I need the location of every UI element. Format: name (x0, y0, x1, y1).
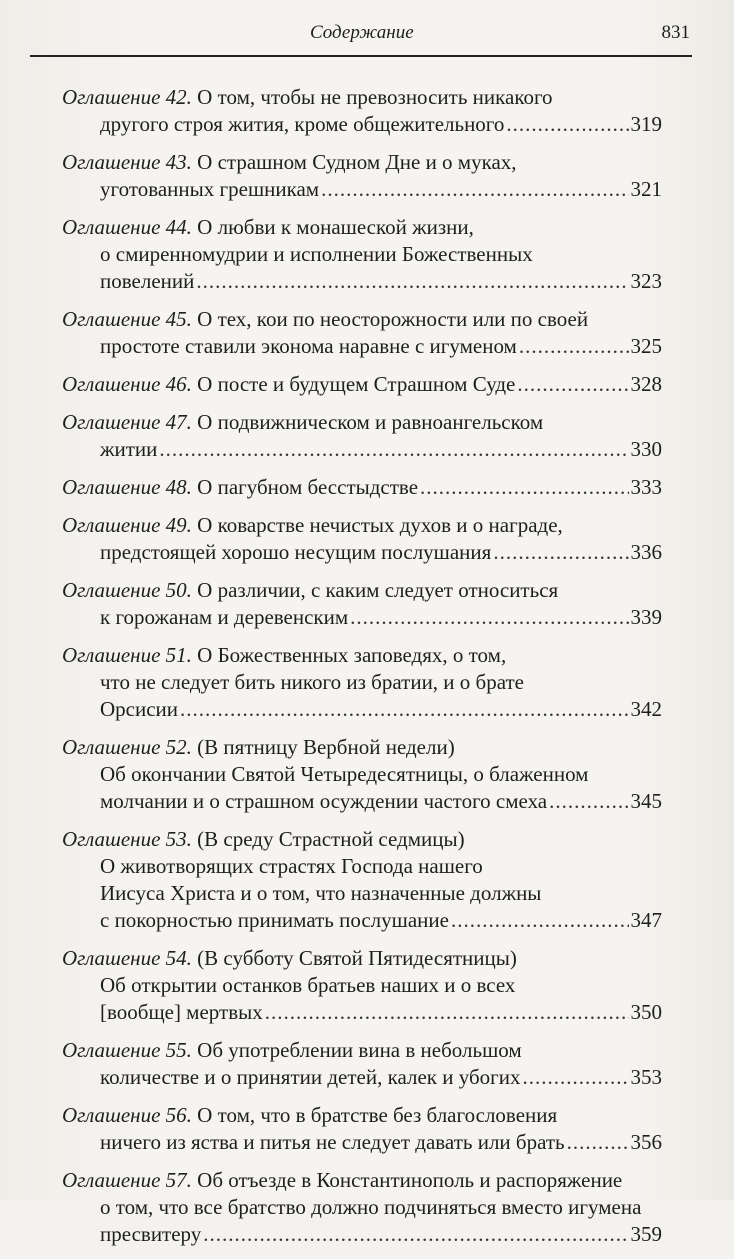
toc-entry-page: 323 (630, 269, 662, 293)
toc-entry (62, 826, 662, 934)
toc-entry-first-line (62, 306, 662, 333)
toc-entry-page: 359 (630, 1222, 662, 1246)
toc-entry (62, 306, 662, 360)
header-page-number: 831 (661, 22, 690, 43)
dot-leader (159, 436, 628, 463)
toc-entry-page: 347 (630, 908, 662, 932)
toc-entry-label: Оглашение 56. (62, 1103, 192, 1127)
toc-entry-page: 328 (630, 372, 662, 396)
toc-entry-title: О том, чтобы не превозносить никакого (197, 85, 553, 109)
toc-entry-leader-line (62, 268, 662, 295)
toc-entry-label: Оглашение 49. (62, 513, 192, 537)
toc-entry-label: Оглашение 52. (62, 735, 192, 759)
toc-entry-leader-line (62, 474, 662, 501)
toc-entry-first-line (62, 945, 662, 972)
toc-entry-page: 350 (630, 1000, 662, 1024)
toc-entry (62, 734, 662, 815)
dot-leader (180, 696, 628, 723)
toc-entry (62, 1167, 662, 1248)
toc-entry-page: 345 (630, 789, 662, 813)
toc-entry-title: (В субботу Святой Пятидесятницы) (197, 946, 517, 970)
toc-entry-page: 319 (630, 112, 662, 136)
toc-entry-last-text: молчании и о страшном осуждении частого смеха (100, 789, 548, 813)
dot-leader (567, 1129, 629, 1156)
toc-entry-last-text: другого строя жития, кроме общежительного (100, 112, 505, 136)
toc-entry-page: 339 (630, 605, 662, 629)
toc-entry-continuation: о смиренномудрии и исполнении Божественных (100, 242, 533, 266)
dot-leader (519, 333, 629, 360)
toc-entry-title: О любви к монашеской жизни, (197, 215, 474, 239)
toc-entry-continuation: о том, что все братство должно подчиняться вместо игумена (100, 1195, 642, 1219)
dot-leader (517, 371, 628, 398)
toc-entry-label: Оглашение 51. (62, 643, 192, 667)
toc-entry-leader-line (62, 1064, 662, 1091)
table-of-contents (62, 84, 662, 1259)
toc-entry-last-text: Орсисии (100, 697, 179, 721)
toc-entry-last-text: количестве и о принятии детей, калек и убогих (100, 1065, 521, 1089)
toc-entry-page: 333 (630, 475, 662, 499)
toc-entry (62, 642, 662, 723)
toc-entry-page: 353 (630, 1065, 662, 1089)
dot-leader (549, 788, 628, 815)
toc-entry-last-text: предстоящей хорошо несущим послушания (100, 540, 492, 564)
toc-entry (62, 371, 662, 398)
dot-leader (420, 474, 628, 501)
toc-entry-last-text: ничего из яства и питья не следует давать или брать (100, 1130, 565, 1154)
toc-entry-continuation: что не следует бить никого из братии, и о брате (100, 670, 524, 694)
toc-entry-leader-line (62, 539, 662, 566)
dot-leader (265, 999, 629, 1026)
toc-entry-leader-line (62, 111, 662, 138)
toc-entry-continuation: О животворящих страстях Господа нашего (100, 854, 483, 878)
toc-entry-leader-line (62, 999, 662, 1026)
dot-leader (321, 176, 628, 203)
toc-entry-last-text: [вообще] мертвых (100, 1000, 263, 1024)
toc-entry-first-line (62, 826, 662, 853)
toc-entry-title: (В пятницу Вербной недели) (197, 735, 455, 759)
dot-leader (523, 1064, 629, 1091)
toc-entry-first-line (62, 1102, 662, 1129)
toc-entry-title: О том, что в братстве без благословения (197, 1103, 558, 1127)
header-rule (30, 55, 692, 57)
toc-entry-page: 342 (630, 697, 662, 721)
toc-entry-label: Оглашение 48. (62, 475, 192, 499)
toc-entry-page: 336 (630, 540, 662, 564)
toc-entry-continuation: Об открытии останков братьев наших и о всех (100, 973, 516, 997)
toc-entry-label: Оглашение 44. (62, 215, 192, 239)
toc-entry-label: Оглашение 43. (62, 150, 192, 174)
toc-entry-title: О различии, с каким следует относиться (197, 578, 559, 602)
running-header (30, 20, 690, 52)
toc-entry (62, 1102, 662, 1156)
toc-entry-leader-line (62, 333, 662, 360)
toc-entry-leader-line (62, 696, 662, 723)
toc-entry-title: Об употреблении вина в небольшом (197, 1038, 522, 1062)
toc-entry-label: Оглашение 50. (62, 578, 192, 602)
toc-entry-first-line (62, 409, 662, 436)
toc-entry-last-text: житии (100, 437, 158, 461)
toc-entry-title: О Божественных заповедях, о том, (197, 643, 507, 667)
toc-entry-first-line (62, 474, 418, 501)
toc-entry-title: О подвижническом и равноангельском (197, 410, 544, 434)
toc-entry-first-line (62, 734, 662, 761)
toc-entry (62, 577, 662, 631)
toc-entry-first-line (62, 512, 662, 539)
toc-entry-label: Оглашение 57. (62, 1168, 192, 1192)
toc-entry-title: Об отъезде в Константинополь и распоряжение (197, 1168, 623, 1192)
toc-entry-title: О посте и будущем Страшном Суде (197, 372, 516, 396)
toc-entry-leader-line (62, 176, 662, 203)
toc-entry-last-text: уготованных грешникам (100, 177, 320, 201)
toc-entry-title: О тех, кои по неосторожности или по своей (197, 307, 589, 331)
toc-entry-last-text: повелений (100, 269, 195, 293)
toc-entry-first-line (62, 84, 662, 111)
toc-entry (62, 84, 662, 138)
dot-leader (451, 907, 629, 934)
toc-entry-title: О страшном Судном Дне и о муках, (197, 150, 517, 174)
toc-entry (62, 1037, 662, 1091)
toc-entry-label: Оглашение 54. (62, 946, 192, 970)
dot-leader (203, 1221, 628, 1248)
toc-entry-page: 321 (630, 177, 662, 201)
toc-entry-label: Оглашение 55. (62, 1038, 192, 1062)
toc-entry (62, 214, 662, 295)
toc-entry-last-text: с покорностью принимать послушание (100, 908, 449, 932)
toc-entry-leader-line (62, 1221, 662, 1248)
toc-entry-title: О коварстве нечистых духов и о награде, (197, 513, 563, 537)
toc-entry-leader-line (62, 1129, 662, 1156)
toc-entry-continuation: Об окончании Святой Четыредесятницы, о блаженном (100, 762, 589, 786)
toc-entry-first-line (62, 371, 515, 398)
dot-leader (196, 268, 628, 295)
toc-entry-continuation: Иисуса Христа и о том, что назначенные должны (100, 881, 542, 905)
toc-entry-last-text: пресвитеру (100, 1222, 202, 1246)
toc-entry-last-text: к горожанам и деревенским (100, 605, 349, 629)
toc-entry (62, 409, 662, 463)
toc-entry-page: 356 (630, 1130, 662, 1154)
toc-entry-leader-line (62, 436, 662, 463)
toc-entry-first-line (62, 149, 662, 176)
dot-leader (493, 539, 628, 566)
toc-entry-label: Оглашение 45. (62, 307, 192, 331)
toc-entry-label: Оглашение 42. (62, 85, 192, 109)
toc-entry-page: 325 (630, 334, 662, 358)
toc-entry (62, 945, 662, 1026)
toc-entry-page: 330 (630, 437, 662, 461)
toc-entry-leader-line (62, 371, 662, 398)
toc-entry-label: Оглашение 53. (62, 827, 192, 851)
dot-leader (350, 604, 628, 631)
toc-entry-title: О пагубном бесстыдстве (197, 475, 419, 499)
toc-entry-first-line (62, 1167, 662, 1194)
dot-leader (506, 111, 628, 138)
toc-entry-leader-line (62, 788, 662, 815)
toc-entry (62, 512, 662, 566)
toc-entry-first-line (62, 577, 662, 604)
toc-entry-last-text: простоте ставили эконома наравне с игуменом (100, 334, 517, 358)
toc-entry (62, 149, 662, 203)
toc-entry-label: Оглашение 47. (62, 410, 192, 434)
toc-entry-first-line (62, 1037, 662, 1064)
toc-entry-label: Оглашение 46. (62, 372, 192, 396)
toc-entry-first-line (62, 214, 662, 241)
toc-entry-leader-line (62, 604, 662, 631)
toc-entry-first-line (62, 642, 662, 669)
toc-entry (62, 474, 662, 501)
toc-entry-title: (В среду Страстной седмицы) (197, 827, 465, 851)
toc-entry-leader-line (62, 907, 662, 934)
header-title: Содержание (310, 22, 414, 43)
